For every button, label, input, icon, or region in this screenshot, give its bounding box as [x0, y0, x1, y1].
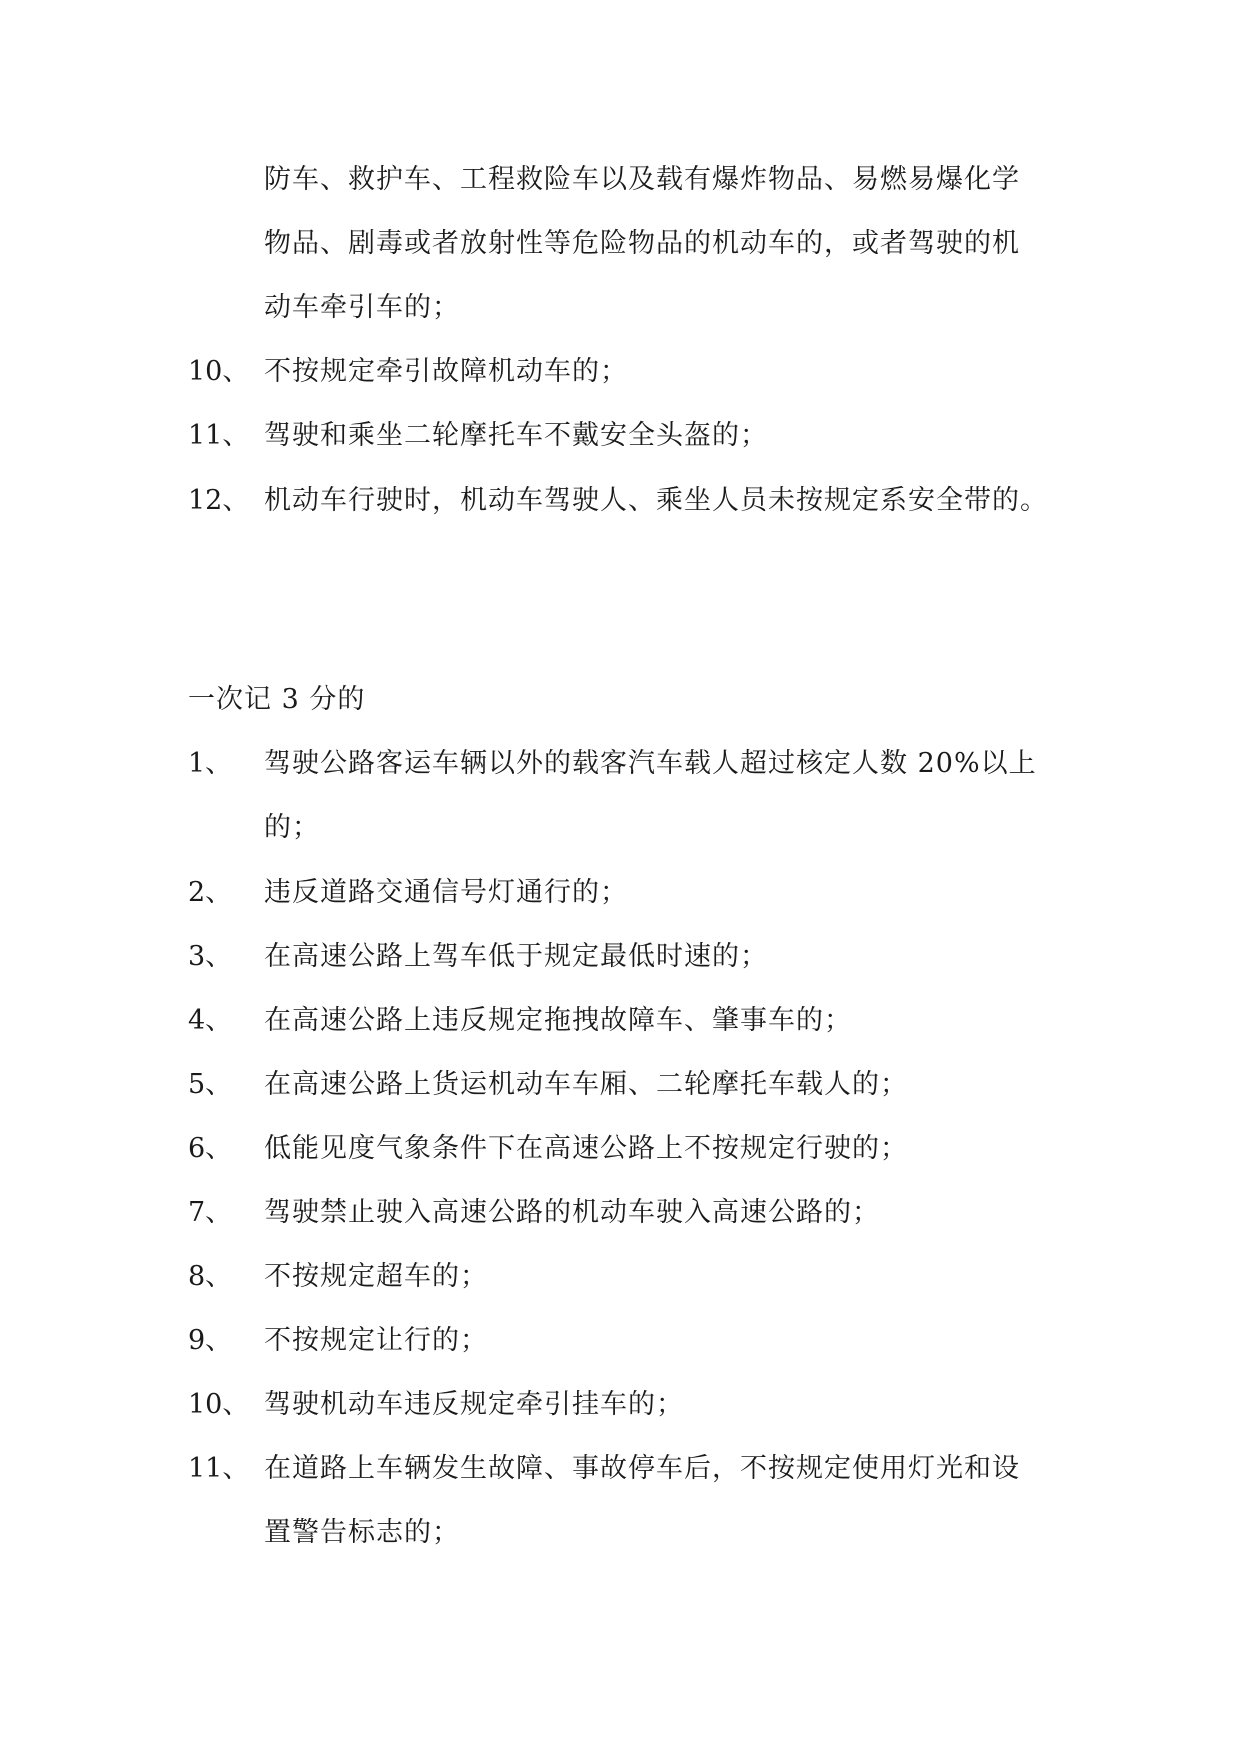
continuation-line-2: 物品、剧毒或者放射性等危险物品的机动车的，或者驾驶的机: [264, 228, 1020, 259]
continuation-line-3: 动车牵引车的；: [264, 292, 460, 323]
list-item-text: 在高速公路上驾车低于规定最低时速的；: [264, 941, 768, 972]
list-item-text: 不按规定让行的；: [264, 1325, 488, 1356]
list-item-number: 6、: [188, 1133, 233, 1164]
list-item-number: 5、: [188, 1069, 233, 1100]
list-item-text: 机动车行驶时，机动车驾驶人、乘坐人员未按规定系安全带的。: [264, 485, 1048, 516]
list-item-number: 10、: [188, 356, 250, 387]
list-item-number: 10、: [188, 1389, 250, 1420]
list-item-number: 7、: [188, 1197, 233, 1228]
list-item-text: 驾驶公路客运车辆以外的载客汽车载人超过核定人数 20%以上: [264, 748, 1037, 779]
list-item-text: 不按规定牵引故障机动车的；: [264, 356, 628, 387]
list-item-text: 在道路上车辆发生故障、事故停车后，不按规定使用灯光和设: [264, 1453, 1020, 1484]
list-item-text: 在高速公路上货运机动车车厢、二轮摩托车载人的；: [264, 1069, 908, 1100]
list-item-text: 驾驶和乘坐二轮摩托车不戴安全头盔的；: [264, 420, 768, 451]
list-item-number: 11、: [188, 1453, 250, 1484]
list-item-number: 1、: [188, 748, 233, 779]
list-item-text: 驾驶禁止驶入高速公路的机动车驶入高速公路的；: [264, 1197, 880, 1228]
list-item-number: 2、: [188, 877, 233, 908]
list-item-text-continued: 的；: [264, 812, 320, 843]
list-item-text-continued: 置警告标志的；: [264, 1517, 460, 1548]
list-item-number: 8、: [188, 1261, 233, 1292]
list-item-number: 4、: [188, 1005, 233, 1036]
list-item-number: 9、: [188, 1325, 233, 1356]
section-heading: 一次记 3 分的: [188, 684, 366, 715]
continuation-line-1: 防车、救护车、工程救险车以及载有爆炸物品、易燃易爆化学: [264, 164, 1020, 195]
list-item-number: 11、: [188, 420, 250, 451]
list-item-number: 12、: [188, 485, 250, 516]
list-item-text: 低能见度气象条件下在高速公路上不按规定行驶的；: [264, 1133, 908, 1164]
list-item-text: 不按规定超车的；: [264, 1261, 488, 1292]
list-item-text: 违反道路交通信号灯通行的；: [264, 877, 628, 908]
list-item-number: 3、: [188, 941, 233, 972]
list-item-text: 驾驶机动车违反规定牵引挂车的；: [264, 1389, 684, 1420]
list-item-text: 在高速公路上违反规定拖拽故障车、肇事车的；: [264, 1005, 852, 1036]
